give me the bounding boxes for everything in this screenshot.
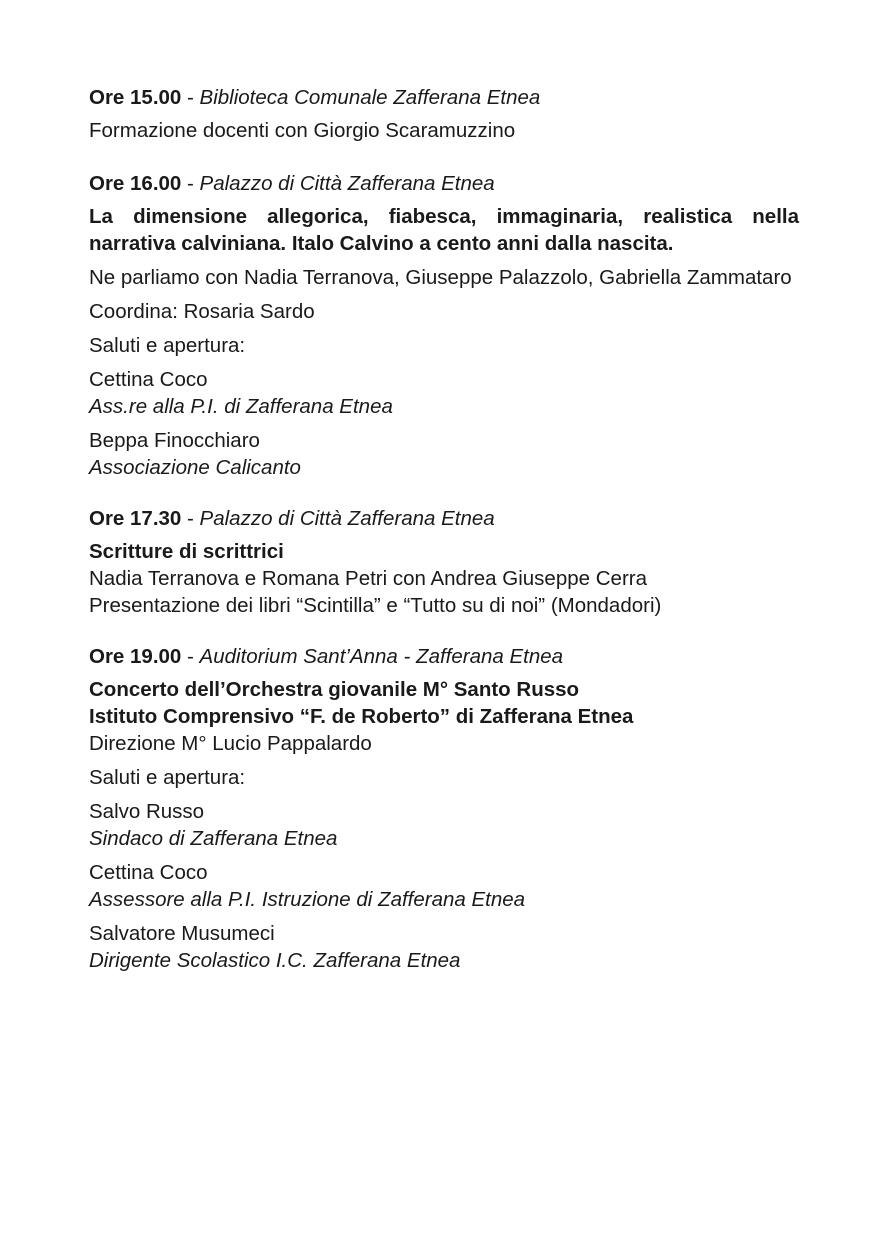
person-entry	[89, 798, 799, 852]
event-header	[89, 643, 799, 670]
event-time: Ore 17.30	[89, 507, 182, 530]
person-entry	[89, 920, 799, 974]
greetings-label: Saluti e apertura:	[89, 334, 246, 357]
event-time: Ore 16.00	[89, 172, 182, 195]
event-1730	[89, 505, 799, 619]
person-entry	[89, 859, 799, 913]
event-1500	[89, 84, 799, 144]
person-name: Cettina Coco	[89, 368, 208, 391]
event-venue: Palazzo di Città Zafferana Etnea	[199, 172, 495, 195]
event-venue: Auditorium Sant’Anna - Zafferana Etnea	[199, 645, 564, 668]
person-role: Associazione Calicanto	[89, 456, 301, 479]
event-1600	[89, 170, 799, 481]
person-role: Assessore alla P.I. Istruzione di Zafferana Etnea	[89, 888, 526, 911]
separator: -	[181, 645, 200, 668]
event-header	[89, 84, 799, 111]
separator: -	[181, 507, 200, 530]
event-time: Ore 19.00	[89, 645, 182, 668]
event-subtitle: Istituto Comprensivo “F. de Roberto” di Zafferana Etnea	[89, 705, 634, 728]
separator: -	[181, 86, 200, 109]
event-header	[89, 170, 799, 197]
separator: -	[181, 172, 200, 195]
event-venue: Biblioteca Comunale Zafferana Etnea	[199, 86, 541, 109]
event-direction: Direzione M° Lucio Pappalardo	[89, 732, 372, 755]
event-speakers: Ne parliamo con Nadia Terranova, Giuseppe Palazzolo, Gabriella Zammataro	[89, 266, 792, 289]
event-time: Ore 15.00	[89, 86, 182, 109]
person-name: Cettina Coco	[89, 861, 208, 884]
event-books: Presentazione dei libri “Scintilla” e “Tutto su di noi” (Mondadori)	[89, 594, 662, 617]
person-entry	[89, 427, 799, 481]
event-coordinator: Coordina: Rosaria Sardo	[89, 300, 315, 323]
person-role: Dirigente Scolastico I.C. Zafferana Etnea	[89, 949, 461, 972]
event-title: Scritture di scrittrici	[89, 540, 284, 563]
person-name: Salvo Russo	[89, 800, 205, 823]
person-role: Sindaco di Zafferana Etnea	[89, 827, 338, 850]
program-page	[89, 84, 799, 990]
person-name: Beppa Finocchiaro	[89, 429, 260, 452]
event-title: Concerto dell’Orchestra giovanile M° Santo Russo	[89, 678, 580, 701]
person-name: Salvatore Musumeci	[89, 922, 275, 945]
event-title: La dimensione allegorica, fiabesca, immaginaria, realistica nella narrativa calviniana. Italo Calvino a cento anni dalla nascita.	[89, 205, 799, 255]
person-role: Ass.re alla P.I. di Zafferana Etnea	[89, 395, 393, 418]
person-entry	[89, 366, 799, 420]
greetings-label: Saluti e apertura:	[89, 766, 246, 789]
event-1900	[89, 643, 799, 974]
event-description: Formazione docenti con Giorgio Scaramuzzino	[89, 119, 516, 142]
event-header	[89, 505, 799, 532]
event-guests: Nadia Terranova e Romana Petri con Andrea Giuseppe Cerra	[89, 567, 647, 590]
event-venue: Palazzo di Città Zafferana Etnea	[199, 507, 495, 530]
